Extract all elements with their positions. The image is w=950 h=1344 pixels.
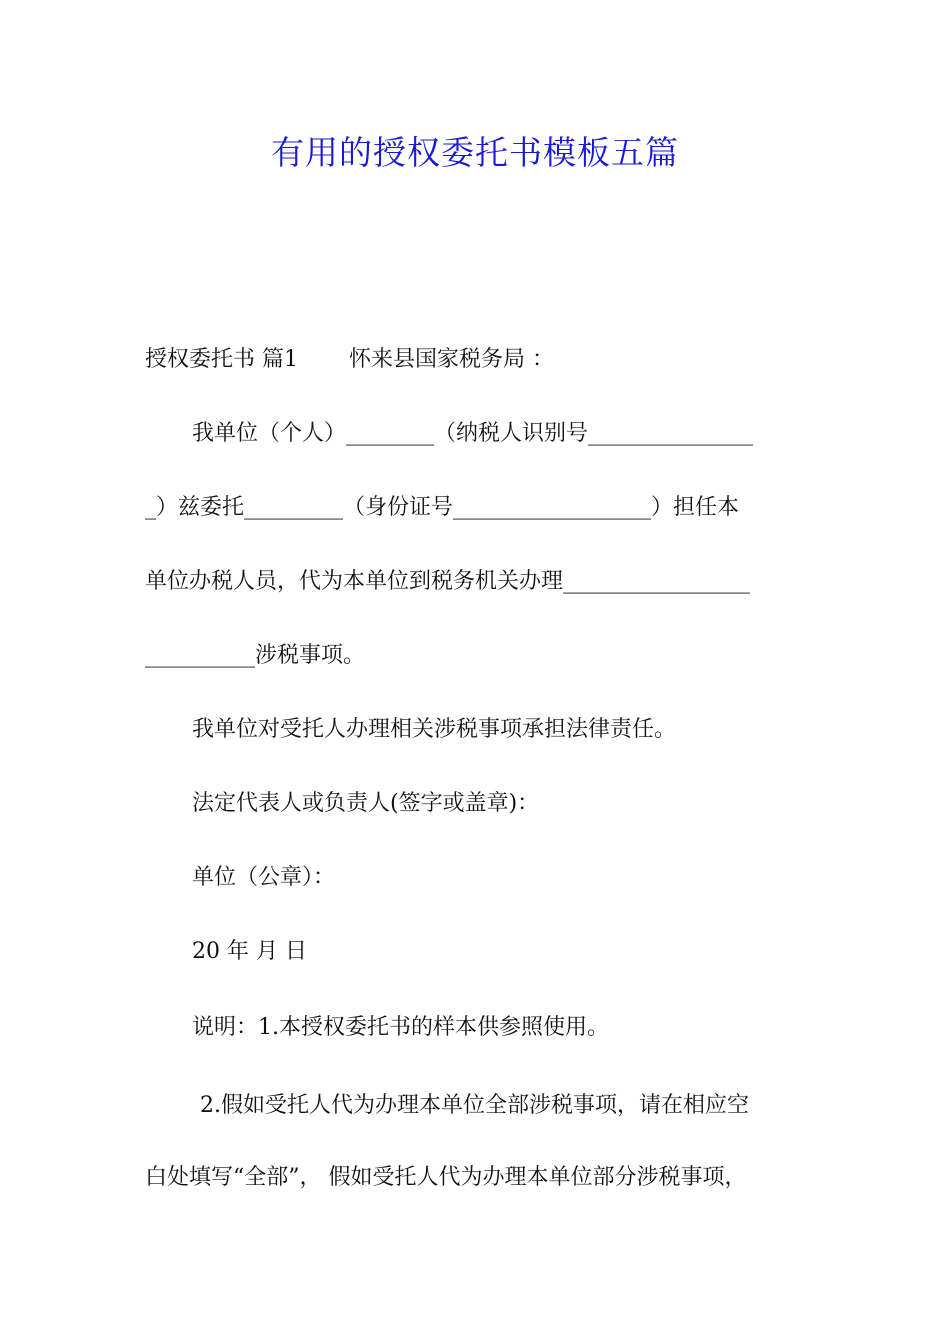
note-line: 2.假如受托人代为办理本单位全部涉税事项，请在相应空	[200, 1093, 749, 1118]
document-title: 有用的授权委托书模板五篇	[271, 133, 679, 172]
paragraph-line: 我单位（个人）________（纳税人识别号_______________	[192, 421, 754, 446]
note-line: 说明：1.本授权委托书的样本供参照使用。	[192, 1015, 609, 1040]
paragraph-line: _）兹委托_________（身份证号__________________）担任本	[145, 495, 740, 520]
signature-line: 法定代表人或负责人(签字或盖章)：	[192, 791, 540, 816]
date-line: 20 年 月 日	[192, 939, 307, 964]
section-heading: 授权委托书 篇1 怀来县国家税务局 ：	[145, 347, 554, 372]
seal-line: 单位（公章）：	[192, 865, 336, 890]
paragraph-line: __________涉税事项。	[145, 643, 366, 668]
note-line: 白处填写“全部”， 假如受托人代为办理本单位部分涉税事项，	[145, 1165, 747, 1190]
paragraph-line: 我单位对受托人办理相关涉税事项承担法律责任。	[192, 717, 677, 742]
paragraph-line: 单位办税人员，代为本单位到税务机关办理_________________	[145, 569, 751, 594]
